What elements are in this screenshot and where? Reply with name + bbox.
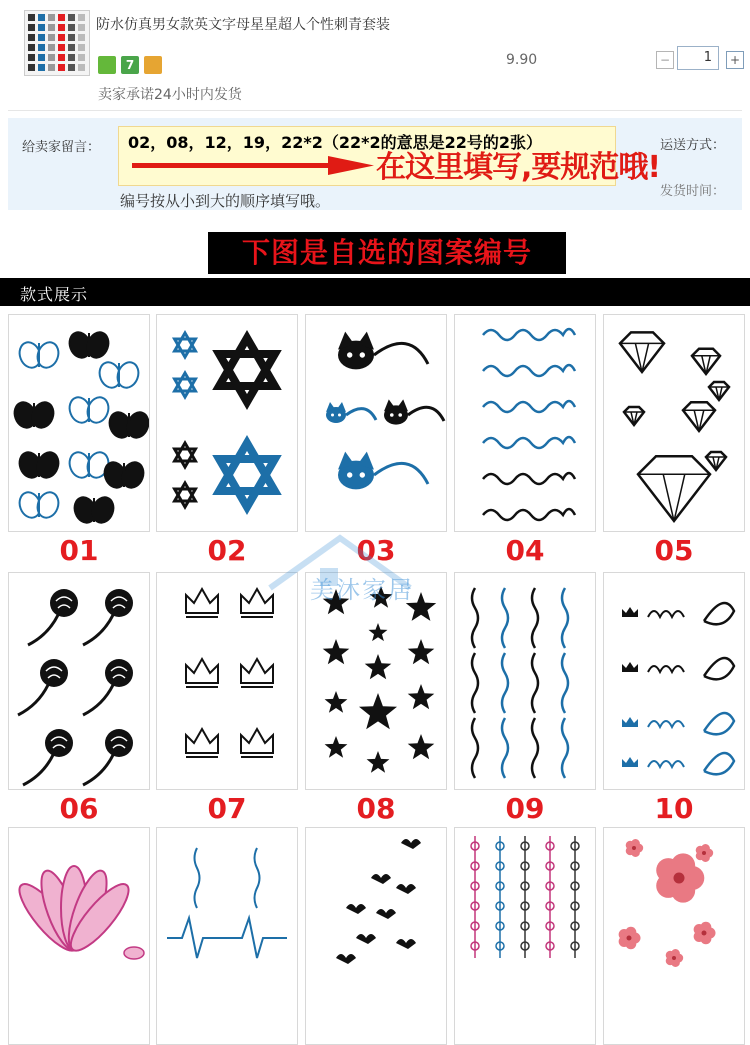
design-card-06[interactable] (8, 572, 150, 790)
self-select-banner: 下图是自选的图案编号 (208, 232, 566, 274)
fill-here-note: 在这里填写,要规范哦! (376, 150, 661, 185)
design-card-03[interactable] (305, 314, 447, 532)
design-card-row3-3[interactable] (305, 827, 447, 1045)
birds-icon (306, 828, 447, 1045)
design-number: 03 (356, 534, 396, 567)
script-phrases-icon (455, 573, 596, 790)
design-card-09[interactable] (454, 572, 596, 790)
design-number: 02 (207, 534, 247, 567)
card-payment-icon (144, 56, 162, 74)
design-card-10[interactable] (603, 572, 745, 790)
shipping-label: 运送方式： (660, 138, 726, 153)
design-card-row3-2[interactable] (156, 827, 298, 1045)
ship-time-label: 发货时间： (660, 184, 726, 199)
design-card-04[interactable] (454, 314, 596, 532)
design-card-row3-4[interactable] (454, 827, 596, 1045)
product-thumbnail[interactable] (24, 10, 90, 76)
design-number: 09 (505, 792, 545, 825)
flowers-icon (604, 828, 745, 1045)
watermark-text: 美沐家居 (310, 576, 414, 604)
i-am-crowns-icon (604, 573, 745, 790)
roses-icon (9, 573, 150, 790)
section-title: 款式展示 (20, 285, 89, 304)
design-number: 01 (59, 534, 99, 567)
design-card-05[interactable] (603, 314, 745, 532)
lotus-icon (9, 828, 150, 1045)
message-row (8, 118, 742, 210)
design-number: 06 (59, 792, 99, 825)
design-number: 10 (654, 792, 694, 825)
service-badge-icon (98, 56, 116, 74)
design-card-02[interactable] (156, 314, 298, 532)
chains-icon (455, 828, 596, 1045)
stars-of-david-icon (157, 315, 298, 532)
message-label: 给卖家留言： (22, 140, 101, 155)
heartbeat-script-icon (157, 828, 298, 1045)
design-card-row3-1[interactable] (8, 827, 150, 1045)
design-number: 04 (505, 534, 545, 567)
product-title[interactable]: 防水仿真男女款英文字母星星超人个性刺青套装 (96, 17, 390, 33)
order-note: 编号按从小到大的顺序填写哦。 (120, 192, 331, 210)
message-example-text: 02，08，12，19，22*2（22*2的意思是22号的2张） (128, 133, 542, 152)
quantity-decrease-button[interactable]: − (656, 51, 674, 69)
cats-icon (306, 315, 447, 532)
quantity-increase-button[interactable]: + (726, 51, 744, 69)
quantity-input[interactable]: 1 (677, 46, 719, 70)
design-card-row3-5[interactable] (603, 827, 745, 1045)
design-card-01[interactable] (8, 314, 150, 532)
seller-promise: 卖家承诺24小时内发货 (98, 87, 242, 103)
smile-script-icon (455, 315, 596, 532)
design-number: 07 (207, 792, 247, 825)
section-header (0, 278, 750, 306)
item-price: 9.90 (506, 52, 538, 68)
order-item-row (8, 0, 742, 111)
seven-day-return-icon: 7 (121, 56, 139, 74)
diamonds-icon (604, 315, 745, 532)
order-panel (8, 0, 742, 210)
design-number: 08 (356, 792, 396, 825)
butterflies-icon (9, 315, 150, 532)
arrow-right-icon (128, 156, 378, 176)
design-number: 05 (654, 534, 694, 567)
